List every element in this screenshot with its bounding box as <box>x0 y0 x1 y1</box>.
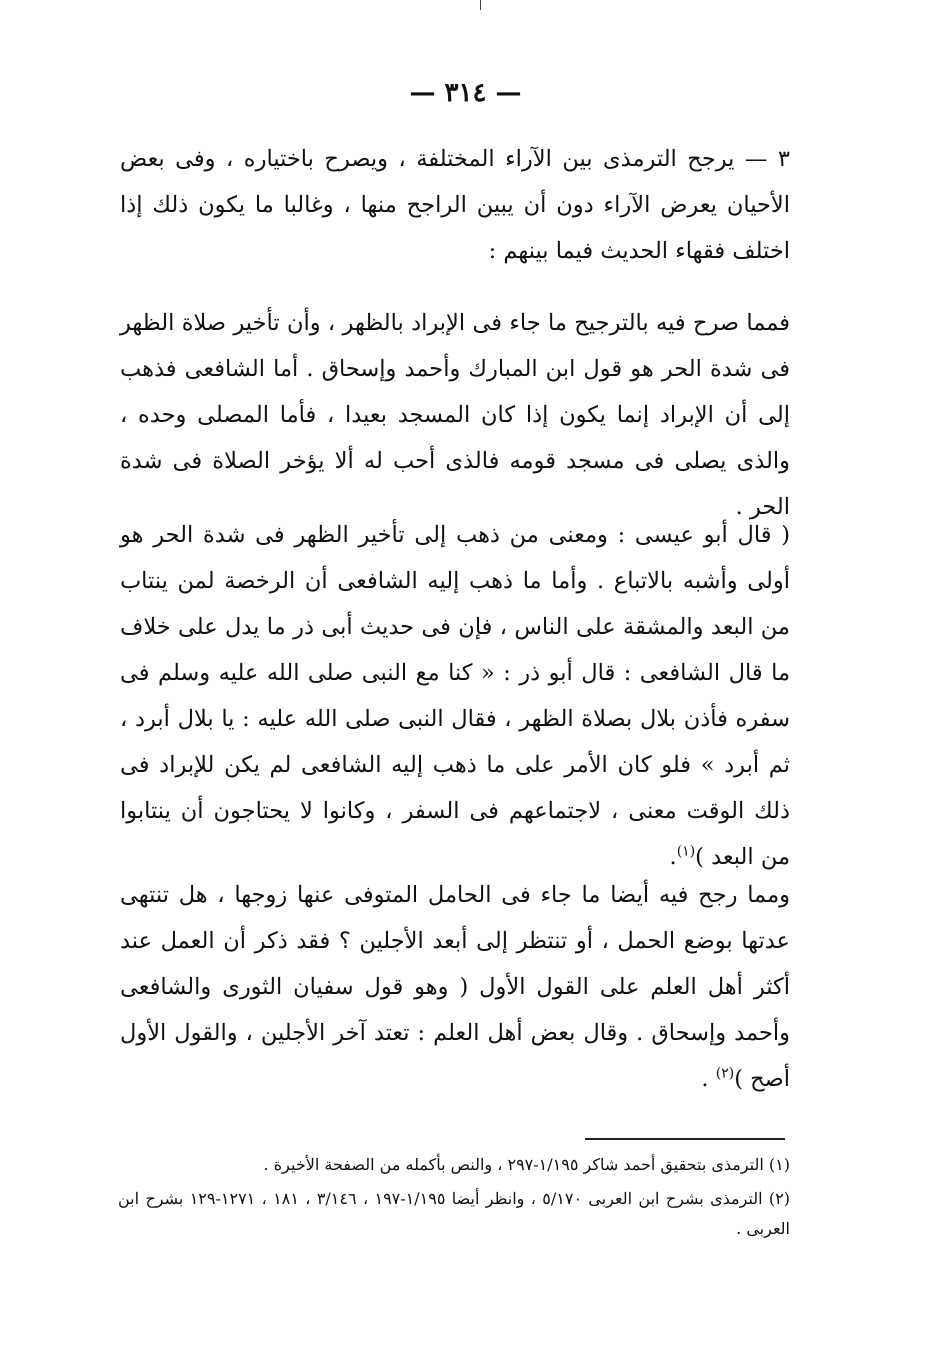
footnote-2: (٢) الترمذى بشرح ابن العربى ٥/١٧٠ ، وانظر أيضا ١/١٩٥-١٩٧ ، ٣/١٤٦ ، ١٨١ ، ١٢٧١-١٢٩ بشرح ابن العربى . <box>118 1189 791 1238</box>
page-number: — ٣١٤ — <box>409 78 522 108</box>
paragraph-3-quote <box>120 512 790 880</box>
scan-mark <box>480 0 481 10</box>
footnote-ref-1: (١) <box>676 843 696 860</box>
paragraph-4 <box>120 872 790 1102</box>
paragraph-3-text: ( قال أبو عيسى : ومعنى من ذهب إلى تأخير الظهر فى شدة الحر هو أولى وأشبه بالاتباع . وأما ما ذهب إليه الشافعى أن الرخصة لمن ينتاب من البعد والمشقة على الناس ، فإن فى حديث أبى ذر ما يدل على خلاف ما قال الشافعى : قال أبو ذر : « كنا مع النبى صلى الله عليه وسلم فى سفره فأذن بلال بصلاة الظهر ، فقال النبى صلى الله عليه : يا بلال أبرد ، ثم أبرد » فلو كان الأمر على ما ذهب إليه الشافعى لم يكن للإبراد فى ذلك الوقت معنى ، لاجتماعهم فى السفر ، وكانوا لا يحتاجون أن ينتابوا من البعد ) <box>120 522 790 870</box>
footnotes <box>118 1150 790 1248</box>
paragraph-4-end: . <box>701 1066 716 1092</box>
paragraph-4-text: ومما رجح فيه أيضا ما جاء فى الحامل المتوفى عنها زوجها ، هل تنتهى عدتها بوضع الحمل ، أو تنتظر إلى أبعد الأجلين ؟ فقد ذكر أن العمل عند أكثر أهل العلم على القول الأول ( وهو قول سفيان الثورى والشافعى وأحمد وإسحاق . وقال بعض أهل العلم : تعتد آخر الأجلين ، والقول الأول أصح ) <box>120 882 790 1092</box>
footnote-ref-2: (٢) <box>715 1065 735 1082</box>
paragraph-3-end: . <box>669 844 677 870</box>
footnote-1: (١) الترمذى بتحقيق أحمد شاكر ١/١٩٥-٢٩٧ ، والنص بأكمله من الصفحة الأخيرة . <box>263 1155 790 1174</box>
paragraph-1: ٣ — يرجح الترمذى بين الآراء المختلفة ، ويصرح باختياره ، وفى بعض الأحيان يعرض الآراء دون أن يبين الراجح منها ، وغالبا ما يكون ذلك إذا اختلف فقهاء الحديث فيما بينهم : <box>120 146 790 264</box>
paragraph-2: فمما صرح فيه بالترجيح ما جاء فى الإبراد بالظهر ، وأن تأخير صلاة الظهر فى شدة الحر هو قول ابن المبارك وأحمد وإسحاق . أما الشافعى فذهب إلى أن الإبراد إنما يكون إذا كان المسجد بعيدا ، فأما المصلى وحده ، والذى يصلى فى مسجد قومه فالذى أحب له ألا يؤخر الصلاة فى شدة الحر . <box>120 310 790 520</box>
footnote-divider <box>585 1138 785 1140</box>
